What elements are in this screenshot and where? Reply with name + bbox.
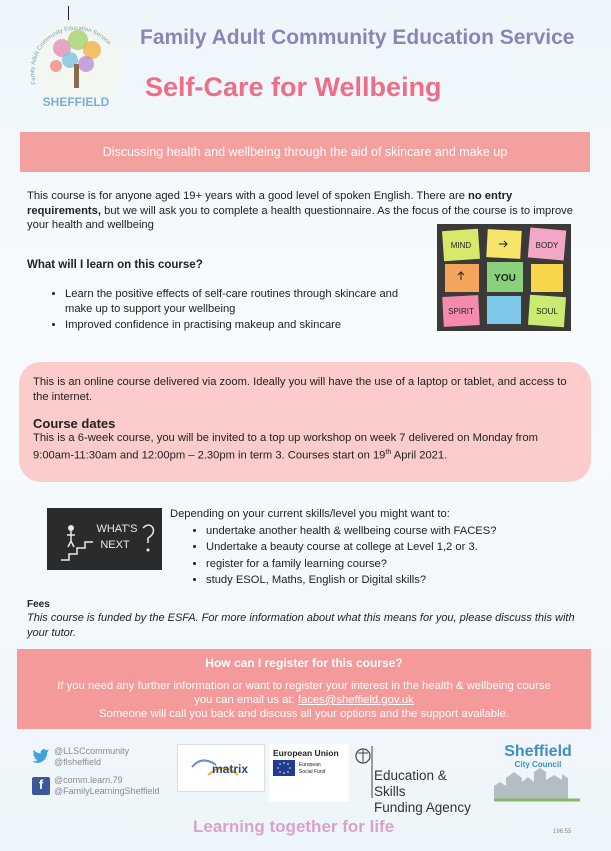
fees-text: This course is funded by the ESFA. For more information about what this means for you, please discuss this with your tutor. [27,612,575,639]
list-item: • Learn the positive effects of self-care routines through skincare and make up to support your wellbeing [65,287,425,316]
facebook-row [32,775,160,796]
intro-text-2: but we will ask you to complete a health questionnaire. As the focus of the course is to improve your health and wellbeing [27,204,573,231]
next-intro: Depending on your current skills/level you might want to: [170,508,450,520]
matrix-text: matrix [211,762,249,776]
esfa-line-2: Funding Agency [374,800,471,815]
next-steps-block [170,507,570,590]
whats-next-chalkboard-photo [47,508,162,570]
esfa-text [374,768,478,816]
learn-list [47,287,425,335]
facebook-handle[interactable]: @comm.learn.79 [54,775,123,785]
register-line-3: Someone will call you back and discuss all your options and the support available. [98,708,510,720]
learn-heading: What will I learn on this course? [27,259,203,271]
matrix-logo [177,744,265,792]
logo-arc-text: Family Adult Community Education Service [30,25,112,86]
sticky-notes-photo [437,224,571,331]
eu-title: European Union [273,748,339,758]
intro-bold: no entry requirements, [27,190,513,217]
twitter-handle[interactable]: @flsheffield [54,756,101,767]
twitter-handle[interactable]: @LLSCcommunity [54,746,130,756]
note-mind: MIND [450,241,472,250]
list-item: • Undertake a beauty course at college at Level 1,2 or 3. [206,540,570,555]
course-title: Self-Care for Wellbeing [145,72,442,102]
note-you: YOU [494,273,516,284]
reference-code: 196.55 [553,829,572,835]
sheffield-word: Sheffield [504,743,572,760]
eu-sub-1: European [299,762,321,768]
social-links [32,746,160,804]
chalk-whats: WHAT'S [96,523,138,535]
register-heading: How can I register for this course? [205,656,403,670]
subtitle-banner [20,132,590,172]
email-link[interactable]: faces@sheffield.gov.uk [297,694,414,706]
list-item: • undertake another health & wellbeing course with FACES? [206,524,570,539]
register-line-2 [17,693,591,707]
fees-heading: Fees [27,599,50,610]
course-dates-text [33,431,573,463]
dates-text-b: April 2021. [391,449,448,462]
city-council-word: City Council [514,760,562,769]
online-text: This is an online course delivered via zoom. Ideally you will have the use of a laptop or tablet, and access to the internet. [33,376,567,403]
sheffield-city-council-logo [488,740,588,806]
note-soul: SOUL [536,307,558,316]
register-line-2-prefix: you can email us at: [194,694,298,706]
chalk-next: NEXT [100,539,130,551]
dates-sup: th [385,448,392,456]
twitter-icon [32,748,50,766]
eu-logo [269,744,349,802]
faces-sheffield-logo [22,14,130,116]
register-line-1: If you need any further information or want to register your interest in the health & wellbeing course [57,680,551,692]
facebook-handle[interactable]: @FamilyLearningSheffield [54,785,160,796]
eu-sub-2: Social Fund [299,769,326,775]
tagline: Learning together for life [193,817,395,836]
list-item: • study ESOL, Maths, English or Digital skills? [206,573,570,588]
org-title: Family Adult Community Education Service [140,26,575,49]
esfa-logo [352,744,478,815]
facebook-icon: f [32,777,50,795]
intro-text-1: This course is for anyone aged 19+ years with a good level of spoken English. There are [27,190,469,202]
dates-text-a: This is a 6-week course, you will be invited to a top up workshop on week 7 delivered on Monday from 9:00am-11:30am and 12:00pm – 2.30pm in term 3. Courses start on 19 [33,432,538,462]
register-panel [17,649,591,729]
banner-text: Discussing health and wellbeing through the aid of skincare and make up [102,145,508,159]
esfa-line-1: Education & Skills [374,768,447,799]
note-spirit: SPIRIT [448,307,474,316]
course-dates-heading: Course dates [33,416,116,431]
note-body: BODY [535,241,559,250]
twitter-row [32,746,160,767]
list-item: • register for a family learning course? [206,557,570,572]
logo-word: SHEFFIELD [42,95,110,109]
list-item: • Improved confidence in practising makeup and skincare [65,318,425,333]
royal-crest-icon [352,744,374,800]
